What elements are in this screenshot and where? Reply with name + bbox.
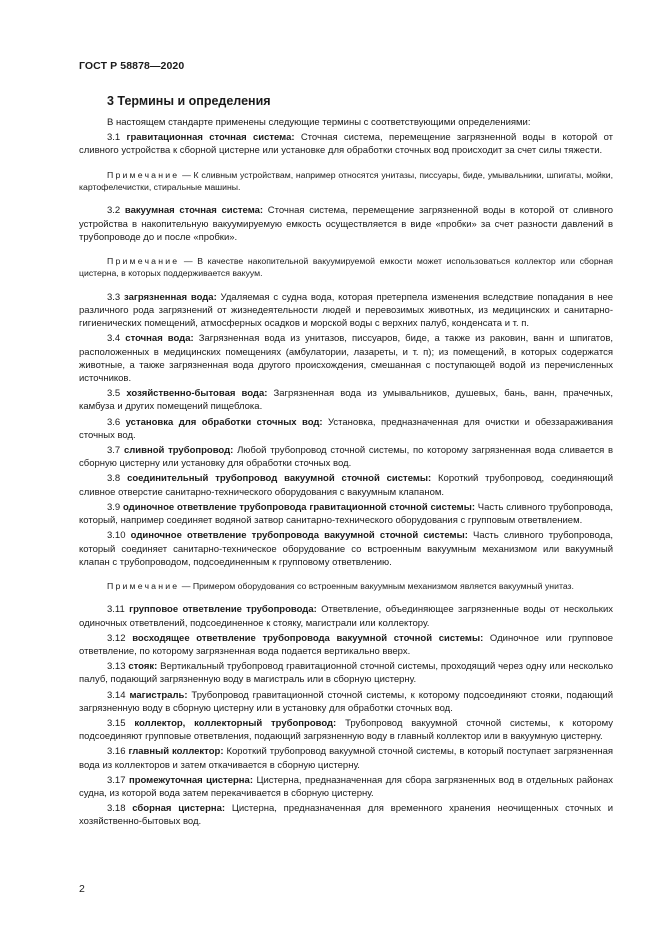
section-title: 3 Термины и определения xyxy=(107,94,271,108)
term: коллектор, коллекторный трубопровод: xyxy=(134,717,337,729)
note-2 xyxy=(79,255,613,280)
term-number: 3.8 xyxy=(107,473,121,485)
term-number: 3.11 xyxy=(107,604,125,616)
term-number: 3.4 xyxy=(107,333,121,345)
term: одиночное ответвление трубопровода гравитационной сточной системы: xyxy=(123,501,475,513)
definition-text: Удаляемая с судна вода, которая претерпела изменения вследствие попадания в нее различного рода загрязнений от жизнедеятельности людей и перевозимых животных, из медицинских и санитарно-гигиенических помещений, атмосферных осадков и морской воды с верхних палуб, конденсата и т. п. xyxy=(79,291,614,330)
definition-text: Сточная система, перемещение загрязненной воды в которой от сливного устройства в накопительную вакуумируемую емкость осуществляется в виде «пробки» за счет разности давлений в трубопроводе до и после «пробки». xyxy=(79,205,614,243)
definition-3-4 xyxy=(79,332,613,385)
note-text: — К сливным устройствам, например относятся унитазы, писсуары, биде, умывальники, шпигаты, мойки, картофелечистки, стиральные машины. xyxy=(79,169,613,193)
definition-text: Трубопровод гравитационной сточной системы, к которому подсоединяют стояки, подающий загрязненную воду в сборную цистерну или в установку для обработки сточных вод. xyxy=(79,689,613,714)
term: групповое ответвление трубопровода: xyxy=(129,604,317,616)
term: восходящее ответвление трубопровода вакуумной сточной системы: xyxy=(132,632,484,644)
term-number: 3.13 xyxy=(107,661,126,673)
definition-3-13 xyxy=(79,660,613,686)
term: стояк: xyxy=(128,661,158,673)
term-number: 3.17 xyxy=(107,774,126,786)
definition-text: Сточная система, перемещение загрязненной воды в которой от сливного устройства к сборной цистерне или установке для обработки сточных вод происходит за счет силы тяжести. xyxy=(79,132,613,157)
term: соединительный трубопровод вакуумной сточной системы: xyxy=(127,473,432,485)
term-number: 3.1 xyxy=(107,132,121,144)
term-number: 3.15 xyxy=(107,717,126,729)
definition-3-8 xyxy=(79,472,613,498)
definition-3-6 xyxy=(79,416,613,442)
definition-3-11 xyxy=(79,603,613,629)
definition-3-18 xyxy=(79,802,613,828)
definition-text: Ответвление, объединяющее загрязненные воды от нескольких одиночных ответвлений, подсоединенное к стояку, магистрали или коллектору. xyxy=(79,604,613,629)
page-number: 2 xyxy=(79,883,85,895)
definition-text: Цистерна, предназначенная для сбора загрязненных вод в отдельных районах судна, из которой вода затем перекачивается в сборную цистерну. xyxy=(79,774,613,799)
term: установка для обработки сточных вод: xyxy=(125,416,323,428)
term: одиночное ответвление трубопровода вакуумной сточной системы: xyxy=(130,530,468,542)
definition-text: Загрязненная вода из умывальников, душевых, бань, ванн, прачечных, камбуза и других помещений пищеблока. xyxy=(79,388,614,413)
definition-text: Часть сливного трубопровода, который, например соединяет водяной затвор санитарно-технического оборудования с групповым ответвлением. xyxy=(79,501,614,527)
definition-3-16 xyxy=(79,745,613,771)
term: загрязненная вода: xyxy=(124,291,217,303)
term-number: 3.3 xyxy=(107,291,121,303)
term-number: 3.6 xyxy=(107,416,121,428)
definition-text: Установка, предназначенная для очистки и обеззараживания сточных вод. xyxy=(79,416,614,441)
definition-3-9 xyxy=(79,501,613,527)
term: сливной трубопровод: xyxy=(123,445,234,457)
definition-3-17 xyxy=(79,774,613,800)
term-number: 3.9 xyxy=(107,501,121,513)
term: главный коллектор: xyxy=(128,746,224,758)
definition-3-3 xyxy=(79,291,613,331)
note-label: Примечание xyxy=(107,169,180,180)
term-number: 3.7 xyxy=(107,445,121,457)
term-number: 3.14 xyxy=(107,689,126,701)
definition-text: Трубопровод вакуумной сточной системы, к которому подсоединяют групповые ответвления, подающий загрязненную воду в главный коллектор или в вакуумную цистерну. xyxy=(79,717,614,743)
definition-3-15 xyxy=(79,717,613,743)
term-number: 3.10 xyxy=(107,530,126,542)
definition-3-10 xyxy=(79,529,613,569)
definition-3-12 xyxy=(79,632,613,658)
definition-text: Вертикальный трубопровод гравитационной сточной системы, проходящий через одну или несколько палуб, подающий загрязненную воду в магистраль или в сборную цистерну. xyxy=(79,661,613,686)
term-number: 3.2 xyxy=(107,205,121,217)
definition-text: Одиночное или групповое ответвление, по которому загрязненная вода подается вертикально вверх. xyxy=(79,632,614,657)
term: промежуточная цистерна: xyxy=(128,774,253,786)
definition-text: Часть сливного трубопровода, который соединяет санитарно-техническое оборудование со встроенным вакуумным механизмом или вакуумный клапан с трубопроводом, подсоединенным к групповому ответвлению. xyxy=(79,530,614,568)
intro-paragraph: В настоящем стандарте применены следующие термины с соответствующими определениями: xyxy=(107,117,531,128)
definition-3-7 xyxy=(79,444,613,470)
note-text: — В качестве накопительной вакуумируемой емкости может использоваться коллектор или сборная цистерна, в которых поддерживается вакуум. xyxy=(79,256,613,279)
document-body xyxy=(79,116,613,831)
definition-3-14 xyxy=(79,689,613,715)
term-number: 3.16 xyxy=(107,746,126,758)
term-number: 3.5 xyxy=(107,388,121,400)
term: сточная вода: xyxy=(125,333,194,345)
note-1 xyxy=(79,169,613,194)
term: магистраль: xyxy=(129,689,188,701)
definition-text: Короткий трубопровод вакуумной сточной системы, в который поступает загрязненная вода из коллекторов и затем откачивается в сборную цистерну. xyxy=(79,746,613,771)
term: вакуумная сточная система: xyxy=(124,205,264,217)
definition-text: Загрязненная вода из унитазов, писсуаров, биде, а также из раковин, ванн и шпигатов, расположенных в медицинских помещениях (амбулатории, лазареты, и т. п); из помещений, в которых содержатся животные, а также загрязненная вода другого происхождения, смешанная с поступающей водой из перечисленных источников. xyxy=(79,333,614,385)
note-label: Примечание xyxy=(107,580,180,591)
definition-3-1 xyxy=(79,131,613,157)
definition-text: Цистерна, предназначенная для временного хранения неочищенных сточных и хозяйственно-бытовых вод. xyxy=(79,803,614,828)
document-header: ГОСТ Р 58878—2020 xyxy=(79,60,185,72)
definition-3-5 xyxy=(79,387,613,413)
note-text: — Примером оборудования со встроенным вакуумным механизмом является вакуумный унитаз. xyxy=(181,580,574,591)
term-number: 3.12 xyxy=(107,632,126,644)
term: сборная цистерна: xyxy=(132,803,226,815)
note-3 xyxy=(79,580,613,592)
definition-text: Короткий трубопровод, соединяющий сливное отверстие санитарно-технического оборудования с вакуумным клапаном. xyxy=(79,473,614,498)
note-label: Примечание xyxy=(107,256,180,267)
definition-3-2 xyxy=(79,204,613,244)
term-number: 3.18 xyxy=(107,803,126,815)
term: хозяйственно-бытовая вода: xyxy=(126,388,268,400)
definition-text: Любой трубопровод сточной системы, по которому загрязненная вода сливается в сборную цистерну или установку для обработки сточных вод. xyxy=(79,445,614,470)
term: гравитационная сточная система: xyxy=(126,132,295,144)
